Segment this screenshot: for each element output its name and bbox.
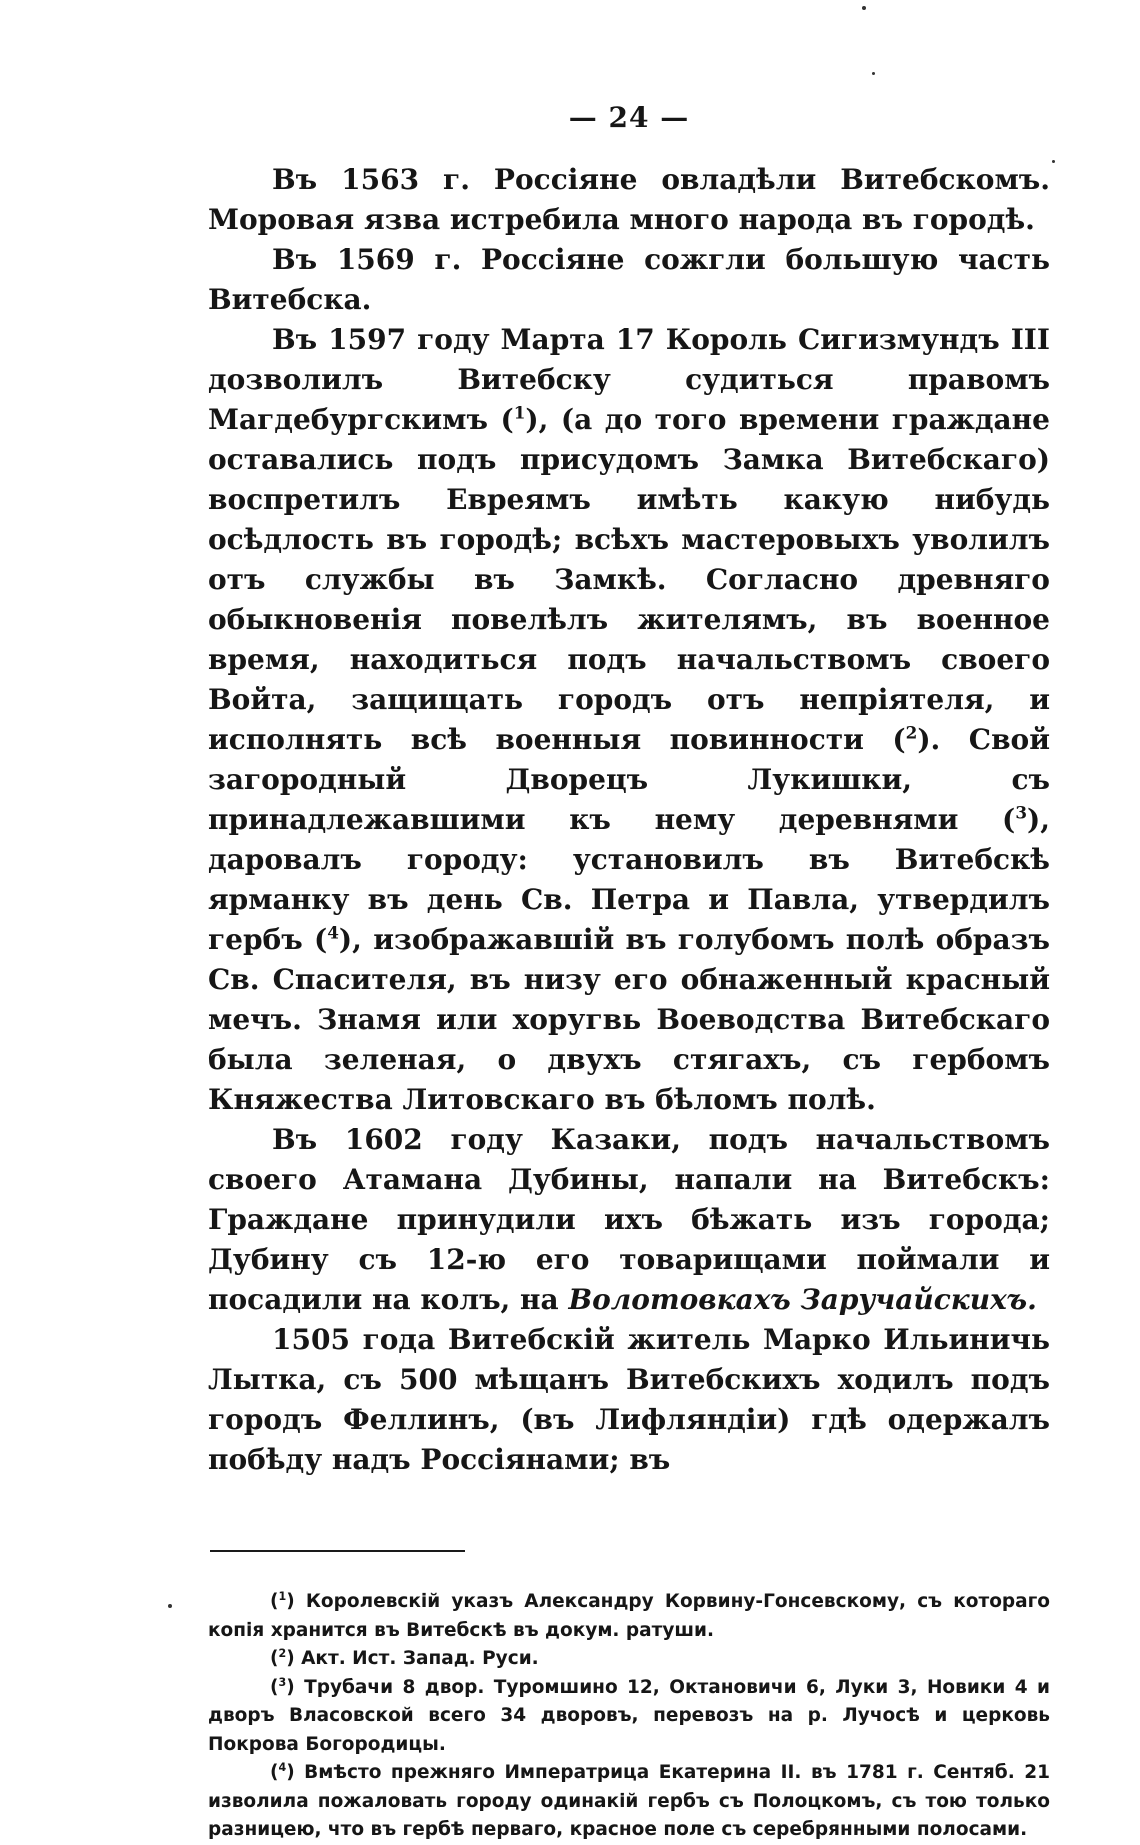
paragraph-1597-part3: ). Свой загородный Дворецъ Лукишки, съ принадлежавшими къ нему деревнями (: [208, 723, 1050, 836]
paragraph-1597-part1: Въ 1597 году Марта 17 Король Сигизмундъ III дозволилъ Витебску судиться правомъ Магдебургскимъ (: [208, 323, 1050, 436]
footnote-2: ($^2$) Акт. Ист. Запад. Руси.: [270, 1646, 539, 1669]
paragraph-1597-part4: ), даровалъ городу: установилъ въ Витебскѣ ярманку въ день Св. Петра и Павла, утвердилъ гербъ (: [208, 803, 1050, 956]
footnote-1: ($^1$) Королевскій указъ Александру Корвину-Гонсевскому, съ котораго копія хранится въ Витебскѣ въ докум. ратуши.: [208, 1589, 1051, 1641]
footnote-ref-3[interactable]: 3: [1015, 802, 1027, 823]
paragraph-1602: [208, 1120, 1050, 1320]
paragraph-1505: 1505 года Витебскій житель Марко Ильиничь Лытка, съ 500 мѣщанъ Витебскихъ ходилъ подъ городъ Феллинъ, (въ Лифляндіи) гдѣ одержалъ побѣду надъ Россіянами; въ: [208, 1323, 1050, 1476]
footnote-number: 2: [278, 1646, 287, 1660]
book-page: [208, 98, 1050, 1845]
scan-speck: [1052, 160, 1055, 163]
footnote-number: 1: [278, 1589, 287, 1603]
paragraph-1569: Въ 1569 г. Россіяне сожгли большую часть Витебска.: [208, 243, 1050, 316]
scan-speck: [872, 72, 875, 75]
footnote-text: Трубачи 8 двор. Туромшино 12, Октановичи 6, Луки 3, Новики 4 и дворъ Власовской всего 34 дворовъ, перевозъ на р. Лучосѣ и церковь Покрова Богородицы.: [208, 1676, 1050, 1755]
paragraph-1597-part2: ), (а до того времени граждане оставались подъ присудомъ Замка Витебскаго) воспретилъ Евреямъ имѣть какую нибудь осѣдлость въ городѣ; всѣхъ мастеровыхъ уволилъ отъ службы въ Замкѣ. Согласно древняго обыкновенія повелѣлъ жителямъ, въ военное время, находиться подъ начальствомъ своего Войта, защищать городъ отъ непріятеля, и исполнять всѣ военныя повинности (: [208, 403, 1050, 756]
paragraph-1563: Въ 1563 г. Россіяне овладѣли Витебскомъ. Моровая язва истребила много народа въ городѣ.: [208, 163, 1050, 236]
main-text: [208, 160, 1050, 1480]
footnote-number: 4: [278, 1760, 287, 1774]
scan-speck: [862, 6, 866, 10]
footnotes: [208, 1588, 1050, 1845]
footnote-3: ($^3$) Трубачи 8 двор. Туромшино 12, Октановичи 6, Луки 3, Новики 4 и дворъ Власовской всего 34 дворовъ, перевозъ на р. Лучосѣ и церковь Покрова Богородицы.: [208, 1675, 1050, 1755]
paragraph-1597: [208, 320, 1050, 1120]
page-number: — 24 —: [568, 101, 690, 134]
footnote-ref-2[interactable]: 2: [905, 722, 918, 743]
scan-speck: [168, 1604, 172, 1608]
footnote-4: ($^4$) Вмѣсто прежняго Императрица Екатерина II. въ 1781 г. Сентяб. 21 изволила пожаловать городу одинакій гербъ съ Полоцкомъ, съ тою только разницею, что въ гербѣ перваго, красное поле съ серебрянными полосами.: [208, 1760, 1050, 1840]
footnote-text: Вмѣсто прежняго Императрица Екатерина II. въ 1781 г. Сентяб. 21 изволила пожаловать городу одинакій гербъ съ Полоцкомъ, съ тою только разницею, что въ гербѣ перваго, красное поле съ серебрянными полосами.: [208, 1762, 1050, 1840]
footnote-ref-1[interactable]: 1: [513, 402, 526, 423]
paragraph-1602-text: Въ 1602 году Казаки, подъ начальствомъ своего Атамана Дубины, напали на Витебскъ: Граждане принудили ихъ бѣжать изъ города; Дубину съ 12-ю его товарищами поймали и посадили на колъ, на: [208, 1123, 1050, 1316]
footnote-number: 3: [278, 1675, 287, 1689]
footnote-divider: [210, 1550, 465, 1552]
footnote-text: Акт. Ист. Запад. Руси.: [301, 1648, 539, 1669]
footnote-text: Королевскій указъ Александру Корвину-Гонсевскому, съ котораго копія хранится въ Витебскѣ въ докум. ратуши.: [208, 1591, 1051, 1641]
footnote-ref-4[interactable]: 4: [327, 922, 339, 943]
paragraph-1597-part5: ), изображавшій въ голубомъ полѣ образъ Св. Спасителя, въ низу его обнаженный красный мечъ. Знамя или хоругвь Воеводства Витебскаго была зеленая, о двухъ стягахъ, съ гербомъ Княжества Литовскаго въ бѣломъ полѣ.: [208, 923, 1050, 1116]
paragraph-1602-italic: Волотовкахъ Заручайскихъ.: [568, 1283, 1037, 1316]
